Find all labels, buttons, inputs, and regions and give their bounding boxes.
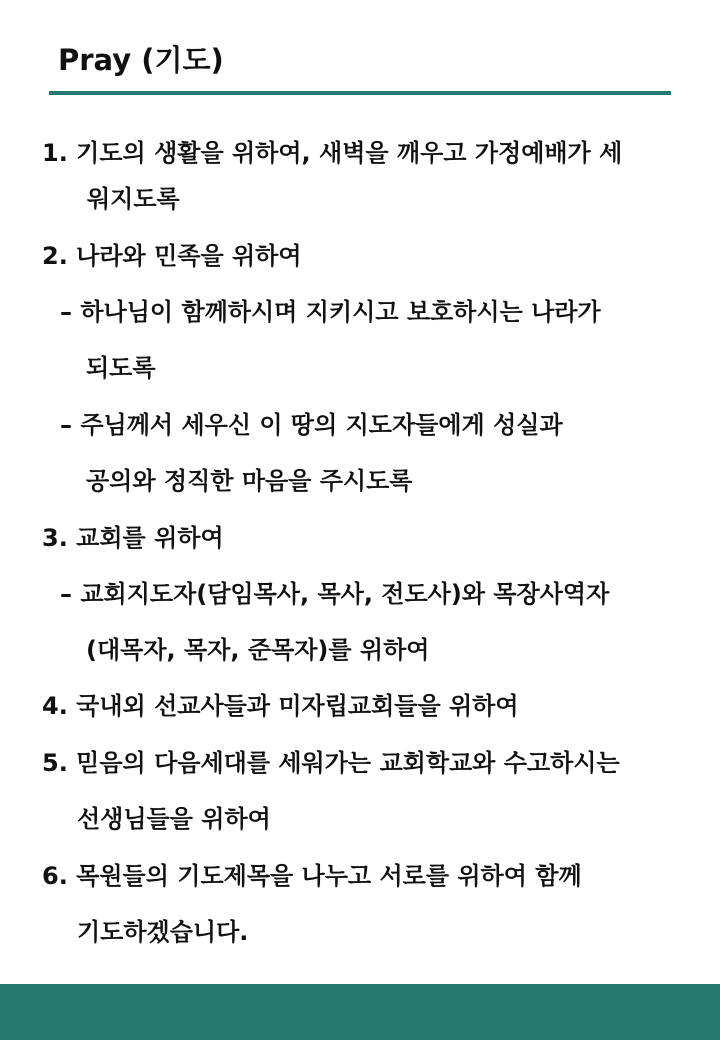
prayer-line-12: 5. 믿음의 다음세대를 세워가는 교회학교와 수고하시는: [42, 749, 620, 777]
prayer-line-3: 2. 나라와 민족을 위하여: [42, 242, 302, 270]
prayer-line-7: 공의와 정직한 마음을 주시도록: [86, 467, 413, 495]
prayer-line-13: 선생님들을 위하여: [77, 805, 271, 833]
prayer-line-8: 3. 교회를 위하여: [42, 524, 224, 552]
prayer-line-6: – 주님께서 세우신 이 땅의 지도자들에게 성실과: [60, 411, 563, 439]
prayer-line-1: 1. 기도의 생활을 위하여, 새벽을 깨우고 가정예배가 세: [42, 139, 623, 167]
page-title: Pray (기도): [58, 43, 224, 77]
prayer-line-9: – 교회지도자(담임목사, 목사, 전도사)와 목장사역자: [60, 580, 610, 608]
prayer-line-5: 되도록: [86, 354, 156, 382]
prayer-line-11: 4. 국내외 선교사들과 미자립교회들을 위하여: [42, 692, 519, 720]
prayer-line-10: (대목자, 목자, 준목자)를 위하여: [86, 636, 430, 664]
prayer-line-2: 워지도록: [87, 185, 180, 213]
prayer-line-14: 6. 목원들의 기도제목을 나누고 서로를 위하여 함께: [42, 862, 582, 890]
prayer-line-4: – 하나님이 함께하시며 지키시고 보호하시는 나라가: [60, 298, 601, 326]
title-divider: [49, 91, 671, 95]
footer-band: [0, 984, 720, 1040]
prayer-line-15: 기도하겠습니다.: [77, 918, 249, 946]
